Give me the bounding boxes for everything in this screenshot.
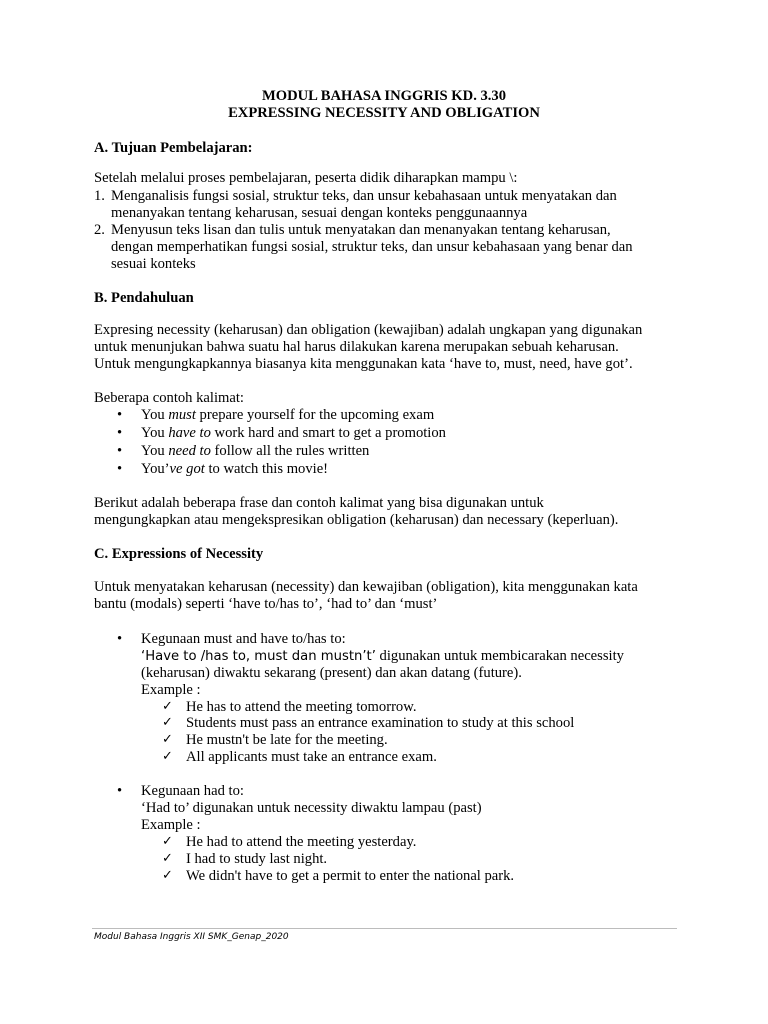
section-c-heading: C. Expressions of Necessity (94, 546, 264, 562)
list-item-text: dengan memperhatikan fungsi sosial, struktur teks, dan unsur kebahasaan yang benar dan (111, 239, 633, 255)
bullet-icon: • (117, 461, 123, 477)
document-subtitle: EXPRESSING NECESSITY AND OBLIGATION (228, 105, 540, 121)
example-sentence: He mustn't be late for the meeting. (186, 732, 388, 748)
bullet-icon: • (117, 783, 123, 799)
footer-divider (92, 928, 677, 929)
bullet-icon: • (117, 631, 123, 647)
example-sentence: All applicants must take an entrance exam. (186, 749, 437, 765)
paragraph-line: Untuk mengungkapkannya biasanya kita menggunakan kata ‘have to, must, need, have got’. (94, 356, 633, 372)
paragraph-line: Expresing necessity (keharusan) dan obligation (kewajiban) adalah ungkapan yang digunakan (94, 322, 643, 338)
list-number: 1. (94, 188, 105, 204)
example-sentence: He has to attend the meeting tomorrow. (186, 699, 417, 715)
section-a-intro: Setelah melalui proses pembelajaran, peserta didik diharapkan mampu \: (94, 170, 518, 186)
paragraph-line: Berikut adalah beberapa frase dan contoh kalimat yang bisa digunakan untuk (94, 495, 544, 511)
document-title: MODUL BAHASA INGGRIS KD. 3.30 (261, 88, 507, 104)
example-sentence: He had to attend the meeting yesterday. (186, 834, 417, 850)
list-item-text: Menyusun teks lisan dan tulis untuk menyatakan dan menanyakan tentang keharusan, (111, 222, 611, 238)
check-icon: ✓ (162, 851, 173, 866)
example-sentence: You need to follow all the rules written (141, 443, 370, 459)
example-sentence: You have to work hard and smart to get a promotion (141, 425, 446, 441)
check-icon: ✓ (162, 749, 173, 764)
example-label: Example : (141, 682, 201, 698)
bullet-icon: • (117, 443, 123, 459)
bullet-icon: • (117, 407, 123, 423)
example-sentence: We didn't have to get a permit to enter the national park. (186, 868, 515, 884)
section-a-heading: A. Tujuan Pembelajaran: (94, 140, 253, 156)
page-footer: Modul Bahasa Inggris XII SMK_Genap_2020 (94, 932, 289, 942)
paragraph-line: mengungkapkan atau mengekspresikan obligation (keharusan) dan necessary (keperluan). (94, 512, 619, 528)
example-label: Example : (141, 817, 201, 833)
check-icon: ✓ (162, 868, 173, 883)
paragraph-line: bantu (modals) seperti ‘have to/has to’, ‘had to’ dan ‘must’ (94, 596, 438, 612)
check-icon: ✓ (162, 732, 173, 747)
section-b-heading: B. Pendahuluan (94, 290, 194, 306)
paragraph-line: Untuk menyatakan keharusan (necessity) dan kewajiban (obligation), kita menggunakan kata (94, 579, 638, 595)
subsection-title: Kegunaan must and have to/has to: (141, 631, 346, 647)
list-item-text: Menganalisis fungsi sosial, struktur teks, dan unsur kebahasaan untuk menyatakan dan (111, 188, 617, 204)
check-icon: ✓ (162, 699, 173, 714)
example-sentence: I had to study last night. (186, 851, 328, 867)
paragraph-line: untuk menunjukan bahwa suatu hal harus dilakukan karena merupakan sebuah keharusan. (94, 339, 619, 355)
example-sentence: Students must pass an entrance examination to study at this school (186, 715, 575, 731)
list-item-text: menanyakan tentang keharusan, sesuai dengan konteks penggunaannya (111, 205, 528, 221)
examples-label: Beberapa contoh kalimat: (94, 390, 244, 406)
bullet-icon: • (117, 425, 123, 441)
example-sentence: You’ve got to watch this movie! (141, 461, 329, 477)
list-number: 2. (94, 222, 105, 238)
example-sentence: You must prepare yourself for the upcoming exam (141, 407, 435, 423)
list-item-text: sesuai konteks (111, 256, 196, 272)
subsection-desc: ‘Had to’ digunakan untuk necessity diwaktu lampau (past) (141, 800, 482, 816)
subsection-desc: (keharusan) diwaktu sekarang (present) dan akan datang (future). (141, 665, 522, 681)
subsection-title: Kegunaan had to: (141, 783, 244, 799)
check-icon: ✓ (162, 834, 173, 849)
subsection-desc: ‘Have to /has to, must dan mustn’t’ digunakan untuk membicarakan necessity (141, 648, 624, 664)
check-icon: ✓ (162, 715, 173, 730)
